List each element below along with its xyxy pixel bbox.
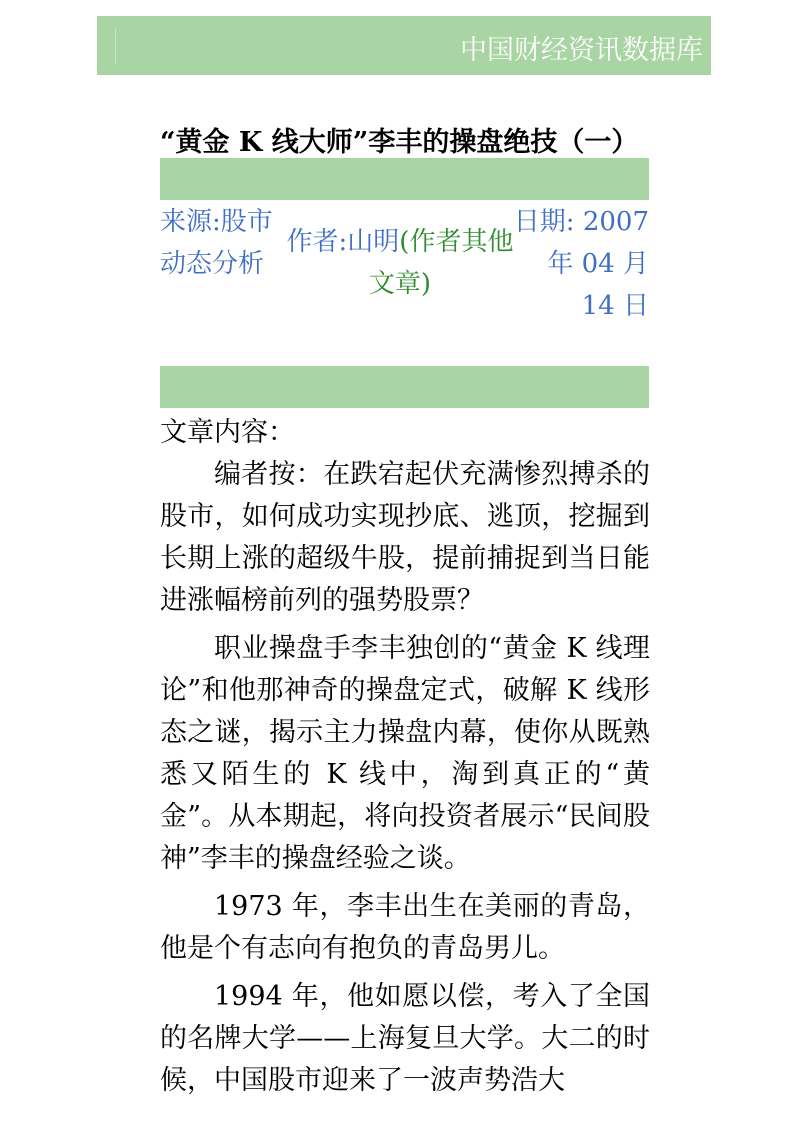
title-divider-bar <box>160 158 649 200</box>
author-other-articles-link[interactable]: (作者其他文章) <box>368 227 514 299</box>
header-banner <box>97 16 711 75</box>
paragraph-birth: 1973 年，李丰出生在美丽的青岛，他是个有志向有抱负的青岛男儿。 <box>160 891 650 964</box>
article-meta <box>160 201 649 327</box>
meta-divider-bar <box>160 366 649 408</box>
banner-title: 中国财经资讯数据库 <box>460 35 703 66</box>
content-label: 文章内容： <box>160 417 295 448</box>
banner-divider <box>115 28 116 64</box>
article-author <box>284 221 516 305</box>
article-content <box>160 412 650 1108</box>
paragraph-intro: 职业操盘手李丰独创的“黄金 K 线理论”和他那神奇的操盘定式，破解 K 线形态之谜，揭示主力操盘内幕，使你从既熟悉又陌生的 K 线中，淘到真正的“黄金”。从本期起，将向投资者展示“民间股神”李丰的操盘经验之谈。 <box>160 633 650 874</box>
paragraph-editor-note: 编者按：在跌宕起伏充满惨烈搏杀的股市，如何成功实现抄底、逃顶，挖掘到长期上涨的超级牛股，提前捕捉到当日能进涨幅榜前列的强势股票？ <box>160 459 650 616</box>
author-name: 作者:山明 <box>286 227 400 257</box>
article-source: 来源:股市动态分析 <box>160 207 273 279</box>
paragraph-university: 1994 年，他如愿以偿，考入了全国的名牌大学——上海复旦大学。大二的时候，中国股市迎来了一波声势浩大 <box>160 981 650 1096</box>
article-title: “黄金 K 线大师”李丰的操盘绝技（一） <box>160 127 639 158</box>
article-date: 日期: 2007 年 04 月 14 日 <box>513 207 649 321</box>
